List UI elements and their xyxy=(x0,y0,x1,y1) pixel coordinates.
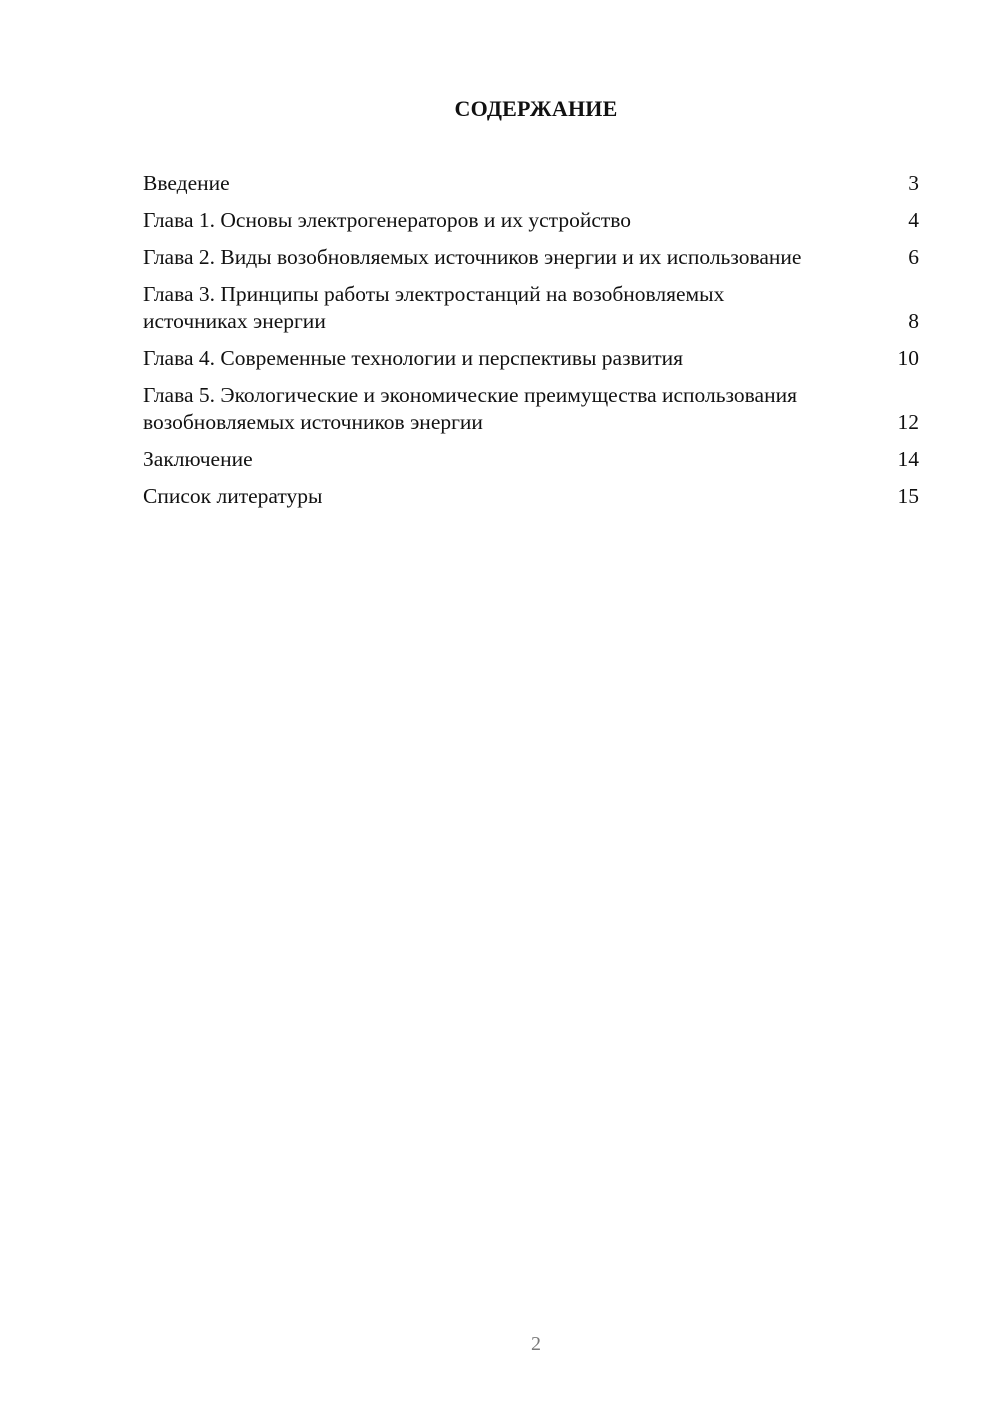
toc-entry-page: 6 xyxy=(908,245,919,269)
table-of-contents xyxy=(143,170,919,520)
toc-entry-conclusion[interactable] xyxy=(143,446,919,473)
toc-entry-page: 15 xyxy=(897,484,919,508)
toc-entry-bibliography[interactable] xyxy=(143,483,919,510)
toc-entry-page: 12 xyxy=(897,410,919,434)
toc-entry-text: Глава 1. Основы электрогенераторов и их устройство xyxy=(143,208,632,232)
toc-entry-introduction[interactable] xyxy=(143,170,919,197)
page-number: 2 xyxy=(531,1333,541,1355)
toc-entry-page: 14 xyxy=(897,447,919,471)
toc-entry-page: 10 xyxy=(897,346,919,370)
toc-entry-chapter-3[interactable] xyxy=(143,281,919,335)
toc-entry-page: 4 xyxy=(908,208,919,232)
toc-entry-text: Список литературы xyxy=(143,484,323,508)
toc-entry-chapter-1[interactable] xyxy=(143,207,919,234)
toc-entry-text: Глава 2. Виды возобновляемых источников энергии и их использование xyxy=(143,245,802,269)
toc-entry-page: 3 xyxy=(908,171,919,195)
toc-entry-chapter-4[interactable] xyxy=(143,345,919,372)
toc-entry-page: 8 xyxy=(908,309,919,333)
toc-title: СОДЕРЖАНИЕ xyxy=(454,96,618,121)
toc-entry-chapter-2[interactable] xyxy=(143,244,919,271)
toc-entry-text: Введение xyxy=(143,171,230,195)
toc-entry-text: Глава 3. Принципы работы электростанций на возобновляемых источниках энергии xyxy=(143,282,725,333)
toc-entry-chapter-5[interactable] xyxy=(143,382,919,436)
toc-entry-text: Глава 4. Современные технологии и перспективы развития xyxy=(143,346,684,370)
toc-entry-text: Глава 5. Экологические и экономические преимущества использования возобновляемых источников энергии xyxy=(143,383,797,434)
toc-entry-text: Заключение xyxy=(143,447,253,471)
